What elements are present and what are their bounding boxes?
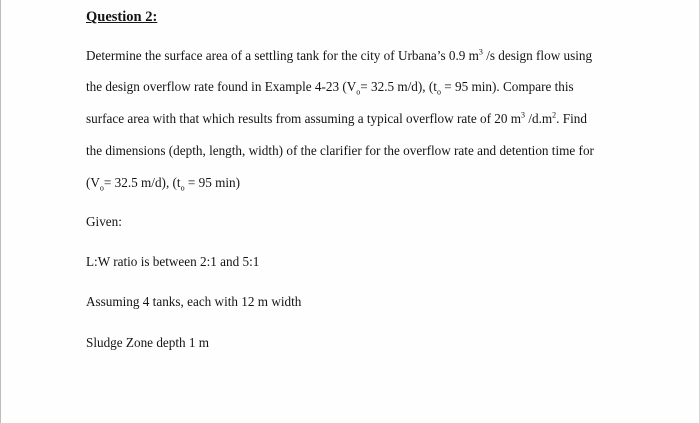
given-item-sludge-depth: Sludge Zone depth 1 m: [86, 335, 210, 350]
question-line-4: the dimensions (depth, length, width) of the clarifier for the overflow rate and detention time for: [86, 143, 594, 158]
given-item-lw-ratio: L:W ratio is between 2:1 and 5:1: [86, 254, 260, 269]
question-line-2: the design overflow rate found in Example 4-23 ($V_o= 32.5$ m/d), ($t_o = 95$ min). Compare this: [86, 79, 574, 97]
question-line-5: ($V_o= 32.5$ m/d), ($t_o = 95$ min): [86, 175, 241, 193]
question-heading: Question 2:: [86, 9, 158, 25]
given-label: Given:: [86, 214, 122, 229]
question-line-3: surface area with that which results from assuming a typical overflow rate of 20 $m^3$ $/d.m^2$. Find: [86, 110, 587, 126]
question-line-1: Determine the surface area of a settling tank for the city of Urbana’s 0.9 $m^3$ /s design flow using: [86, 47, 593, 63]
given-item-tanks: Assuming 4 tanks, each with 12 m width: [86, 294, 302, 309]
